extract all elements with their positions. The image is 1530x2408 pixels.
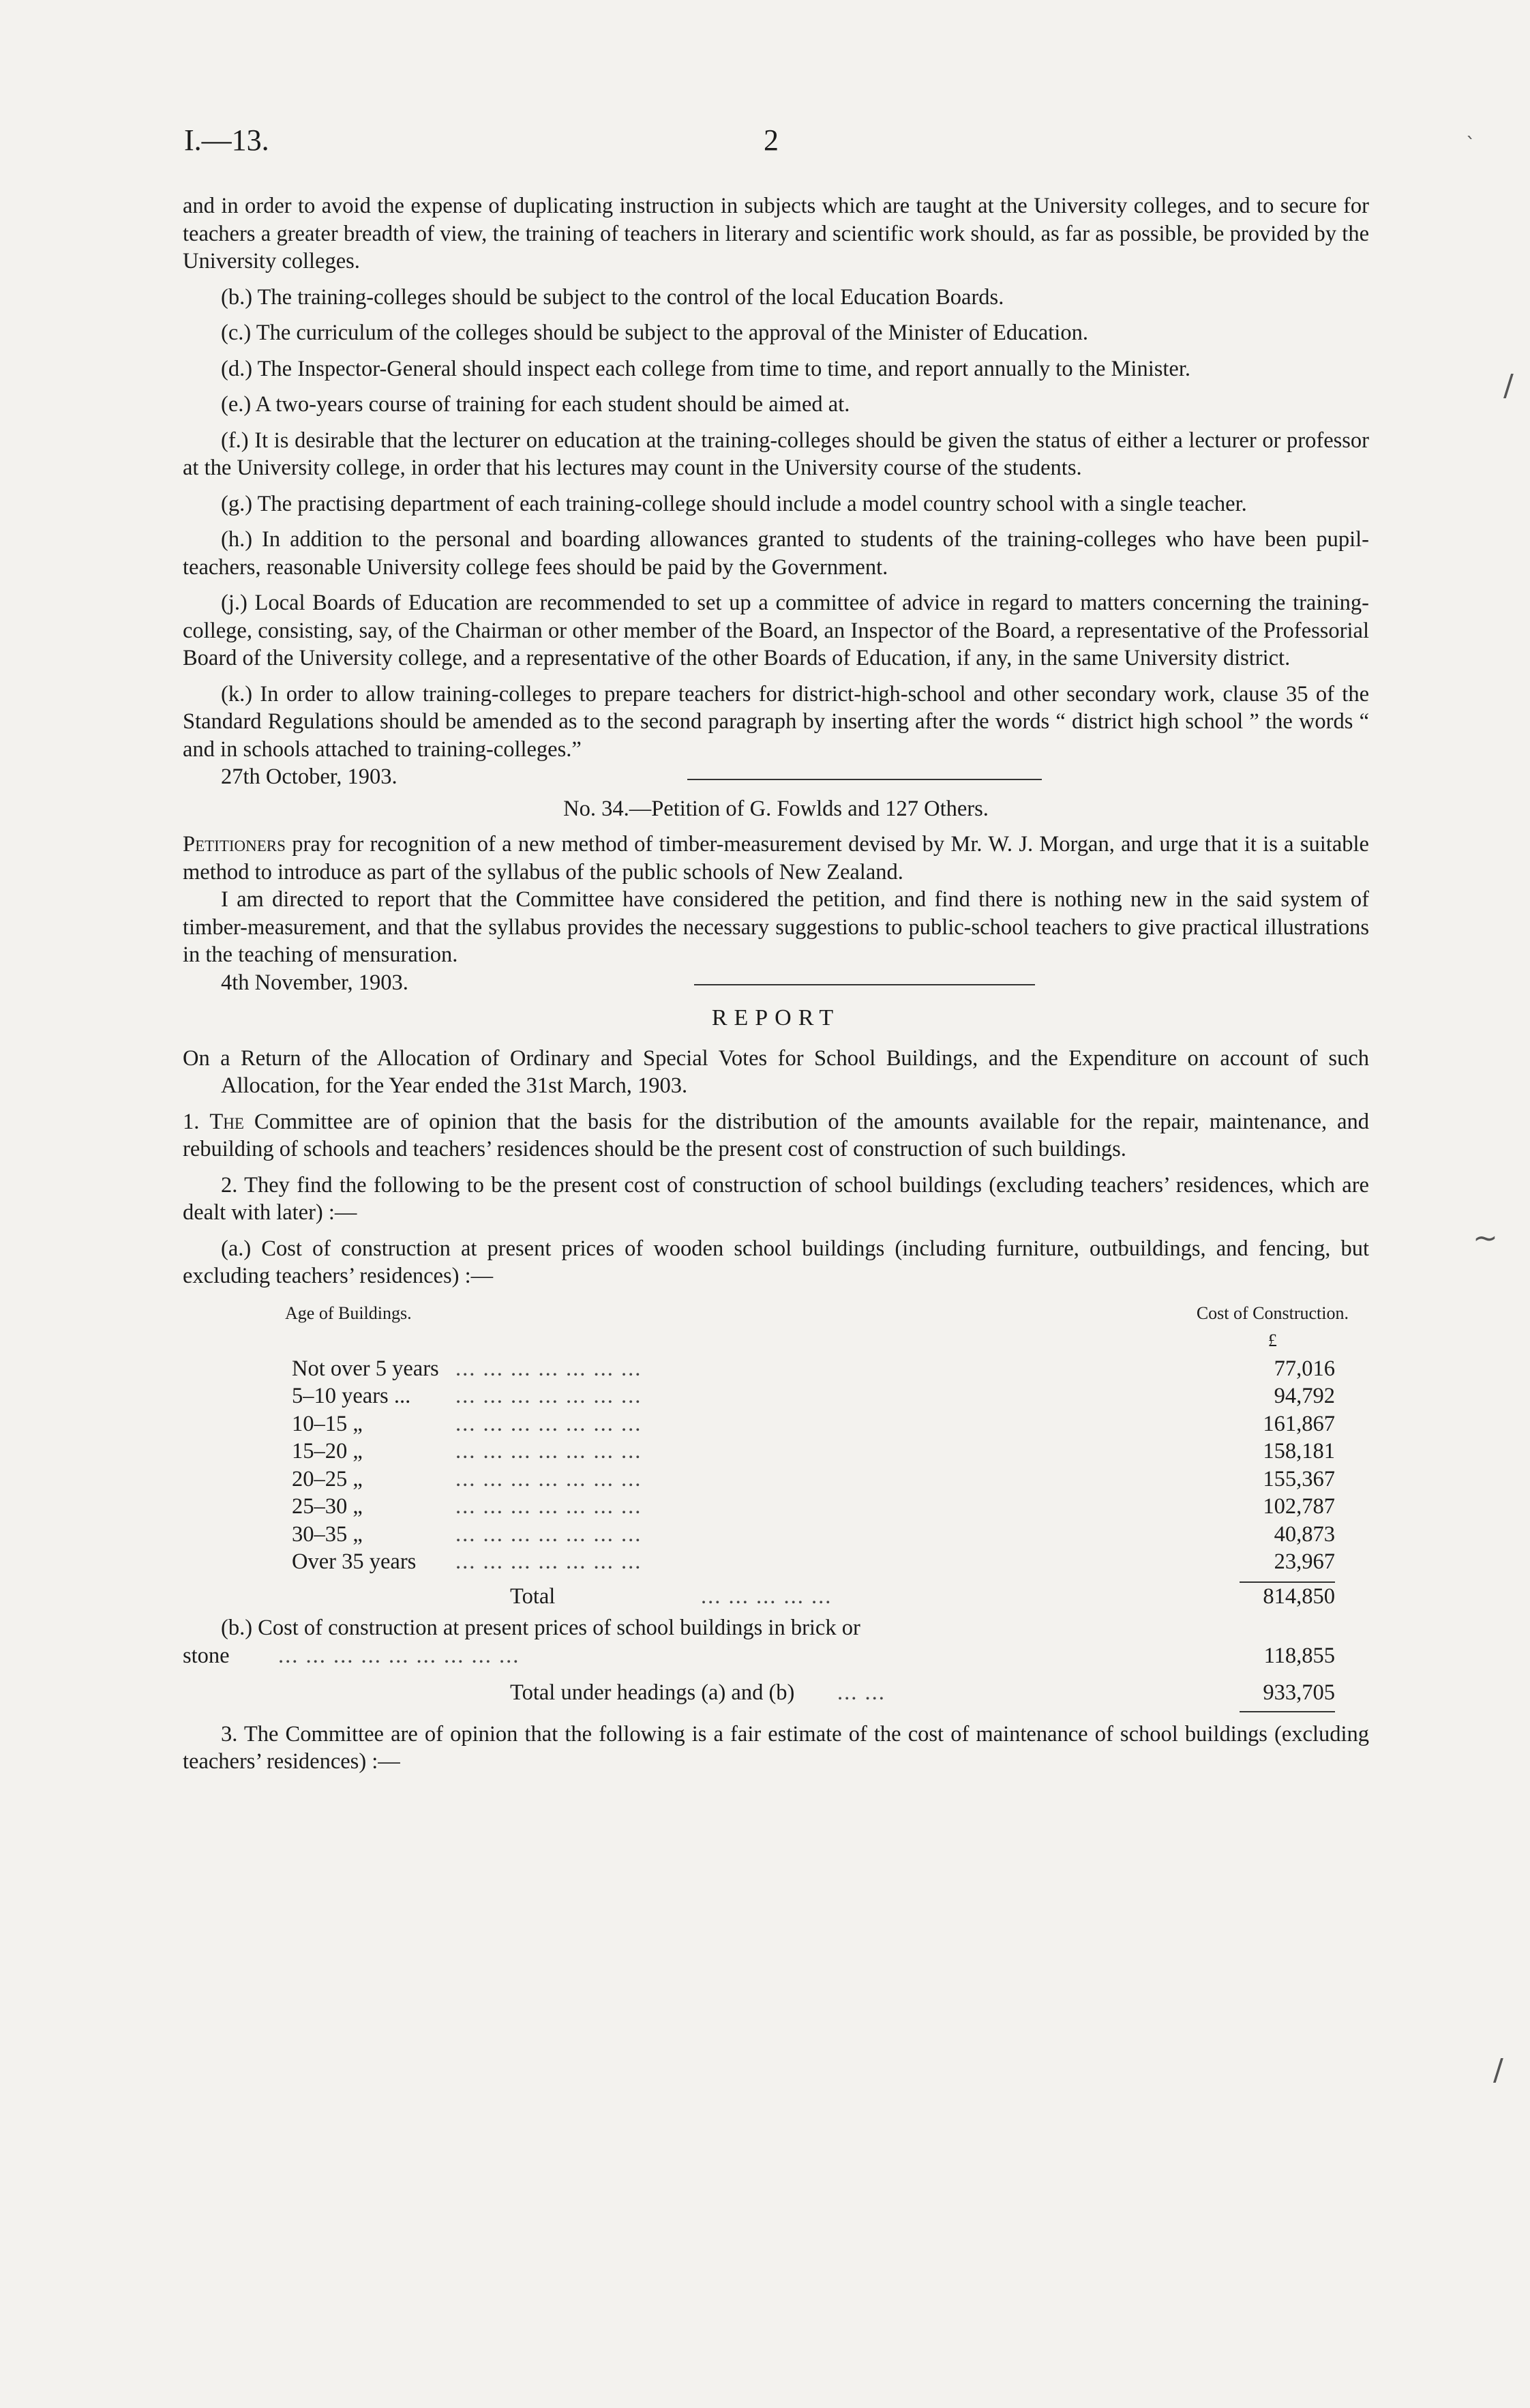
total-value: 814,850	[1263, 1584, 1335, 1609]
petition-body: pray for recognition of a new method of timber-measurement devised by Mr. W. J. Morgan, and urge that it is a suitable method to introduce as part of the syllabus of the public schools of New Zealand.	[183, 832, 1369, 885]
petition-lead: Petitioners	[183, 832, 286, 857]
brick-value: 118,855	[1263, 1643, 1335, 1668]
row-age: Over 35 years	[292, 1549, 417, 1574]
row-age: 10–15 „	[292, 1411, 363, 1436]
recommendation-c: (c.) The curriculum of the colleges should be subject to the approval of the Minister of Education.	[221, 321, 1088, 345]
margin-mark: /	[1503, 368, 1514, 403]
column-age: Age of Buildings.	[285, 1303, 412, 1323]
leader-dots: ... ... ... ... ...	[701, 1584, 832, 1609]
recommendation-f: (f.) It is desirable that the lecturer on education at the training-colleges should be given the status of either a lecturer or professor at the University college, in order that his lectures may count in the University course of the students.	[183, 428, 1369, 480]
margin-mark: /	[1493, 2053, 1503, 2087]
document-body	[183, 192, 1369, 1776]
table-row	[183, 1355, 1369, 1383]
row-cost: 40,873	[1274, 1521, 1335, 1547]
table-row	[183, 1410, 1369, 1438]
table-rows	[183, 1355, 1369, 1576]
grand-total-label: Total under headings (a) and (b)	[510, 1680, 795, 1705]
recommendation-d: (d.) The Inspector-General should inspect each college from time to time, and report annually to the Minister.	[221, 356, 1190, 381]
date-october: 27th October, 1903.	[221, 764, 397, 789]
recommendation-j: (j.) Local Boards of Education are recommended to set up a committee of advice in regard to matters concerning the training-college, consisting, say, of the Chairman or other member of the Board, an Inspector of the Board, a representative of the Professorial Board of the University college, and a representative of the other Boards of Education, if any, in the same University district.	[183, 591, 1369, 670]
report-para-3: 3. The Committee are of opinion that the following is a fair estimate of the cost of maintenance of school buildings (excluding teachers’ residences) :—	[183, 1721, 1369, 1774]
total-row	[183, 1583, 1369, 1611]
grand-total-row	[183, 1679, 1369, 1707]
row-age: 30–35 „	[292, 1521, 363, 1547]
row-cost: 102,787	[1263, 1494, 1335, 1519]
row-cost: 94,792	[1274, 1384, 1335, 1408]
leader-dots: ... ... ... ... ... ... ...	[455, 1549, 642, 1574]
leader-dots: ... ... ... ... ... ... ...	[455, 1521, 642, 1547]
row-cost: 158,181	[1263, 1439, 1335, 1463]
row-age: 15–20 „	[292, 1439, 363, 1463]
intro-paragraph: and in order to avoid the expense of duplicating instruction in subjects which are taught at the University colleges, and to secure for teachers a greater breadth of view, the training of teachers in literary and scientific work should, as far as possible, be provided by the University colleges.	[183, 194, 1369, 273]
grand-total-rule	[1240, 1711, 1335, 1712]
para-1-text: Committee are of opinion that the basis for the distribution of the amounts available for the repair, maintenance, and rebuilding of schools and teachers’ residences should be the present cost of construction of such buildings.	[183, 1109, 1369, 1161]
total-label: Total	[510, 1584, 556, 1609]
row-cost: 77,016	[1274, 1356, 1335, 1381]
page-number: 2	[764, 123, 779, 157]
petition-finding: I am directed to report that the Committee have considered the petition, and find there is nothing new in the said system of timber-measurement, and that the syllabus provides the necessary suggestions to public-school teachers to give practical illustrations in the teaching of mensuration.	[183, 887, 1369, 967]
recommendation-h: (h.) In addition to the personal and boarding allowances granted to students of the training-colleges who have been pupil-teachers, reasonable University college fees should be paid by the Government.	[183, 527, 1369, 580]
recommendation-k: (k.) In order to allow training-colleges to prepare teachers for district-high-school and other secondary work, clause 35 of the Standard Regulations should be amended as to the second paragraph by inserting after the words “ district high school ” the words “ and in schools attached to training-colleges.”	[183, 681, 1369, 762]
table-row	[183, 1438, 1369, 1466]
grand-total-value: 933,705	[1263, 1680, 1335, 1705]
leader-dots: ... ... ... ... ... ... ...	[455, 1466, 642, 1491]
leader-dots: ... ... ... ... ... ... ...	[455, 1494, 642, 1519]
petition-text	[183, 831, 1369, 886]
recommendation-b: (b.) The training-colleges should be subject to the control of the local Education Boards.	[221, 284, 1004, 310]
table-row	[183, 1466, 1369, 1493]
table-row	[183, 1548, 1369, 1576]
row-cost: 23,967	[1274, 1549, 1335, 1574]
report-para-2: 2. They find the following to be the present cost of construction of school buildings (excluding teachers’ residences, which are dealt with later) :—	[183, 1172, 1369, 1225]
table-row	[183, 1382, 1369, 1410]
brick-label: (b.) Cost of construction at present prices of school buildings in brick or	[221, 1616, 860, 1640]
report-para-a: (a.) Cost of construction at present prices of wooden school buildings (including furniture, outbuildings, and fencing, but excluding teachers’ residences) :—	[183, 1236, 1369, 1288]
row-age: 25–30 „	[292, 1494, 363, 1519]
report-subtitle: On a Return of the Allocation of Ordinary and Special Votes for School Buildings, and the Expenditure on account of such Allocation, for the Year ended the 31st March, 1903.	[183, 1045, 1369, 1098]
column-cost	[1197, 1300, 1349, 1355]
table-row	[183, 1521, 1369, 1549]
leader-dots: ... ...	[837, 1680, 886, 1705]
report-title: REPORT	[711, 1005, 841, 1030]
date-november: 4th November, 1903.	[221, 970, 408, 995]
row-cost: 155,367	[1263, 1466, 1335, 1491]
row-age: Not over 5 years	[292, 1356, 439, 1381]
section-divider	[694, 984, 1035, 985]
brick-row	[183, 1642, 1369, 1670]
leader-dots: ... ... ... ... ... ... ...	[455, 1411, 642, 1436]
recommendation-g: (g.) The practising department of each training-college should include a model country school with a single teacher.	[221, 491, 1247, 516]
row-age: 5–10 years ...	[292, 1384, 411, 1408]
currency-symbol: £	[1268, 1331, 1277, 1350]
petition-heading: No. 34.—Petition of G. Fowlds and 127 Others.	[563, 796, 989, 821]
leader-dots: ... ... ... ... ... ... ... ... ...	[278, 1643, 520, 1668]
row-cost: 161,867	[1263, 1411, 1335, 1436]
cost-table	[183, 1300, 1369, 1712]
para-1-lead: The	[209, 1109, 244, 1134]
para-1-number: 1.	[183, 1109, 210, 1134]
column-cost-label: Cost of Construction.	[1196, 1303, 1349, 1323]
section-divider	[687, 779, 1042, 780]
report-para-1	[183, 1108, 1369, 1163]
table-row	[183, 1493, 1369, 1521]
row-age: 20–25 „	[292, 1466, 363, 1491]
table-header	[183, 1300, 1369, 1355]
brick-label-2: stone	[183, 1643, 230, 1668]
recommendation-e: (e.) A two-years course of training for each student should be aimed at.	[221, 392, 850, 417]
leader-dots: ... ... ... ... ... ... ...	[455, 1356, 642, 1381]
leader-dots: ... ... ... ... ... ... ...	[455, 1384, 642, 1408]
margin-mark: ~	[1473, 1221, 1498, 1255]
document-reference: I.—13.	[184, 123, 269, 157]
leader-dots: ... ... ... ... ... ... ...	[455, 1439, 642, 1463]
margin-mark: `	[1466, 133, 1475, 155]
